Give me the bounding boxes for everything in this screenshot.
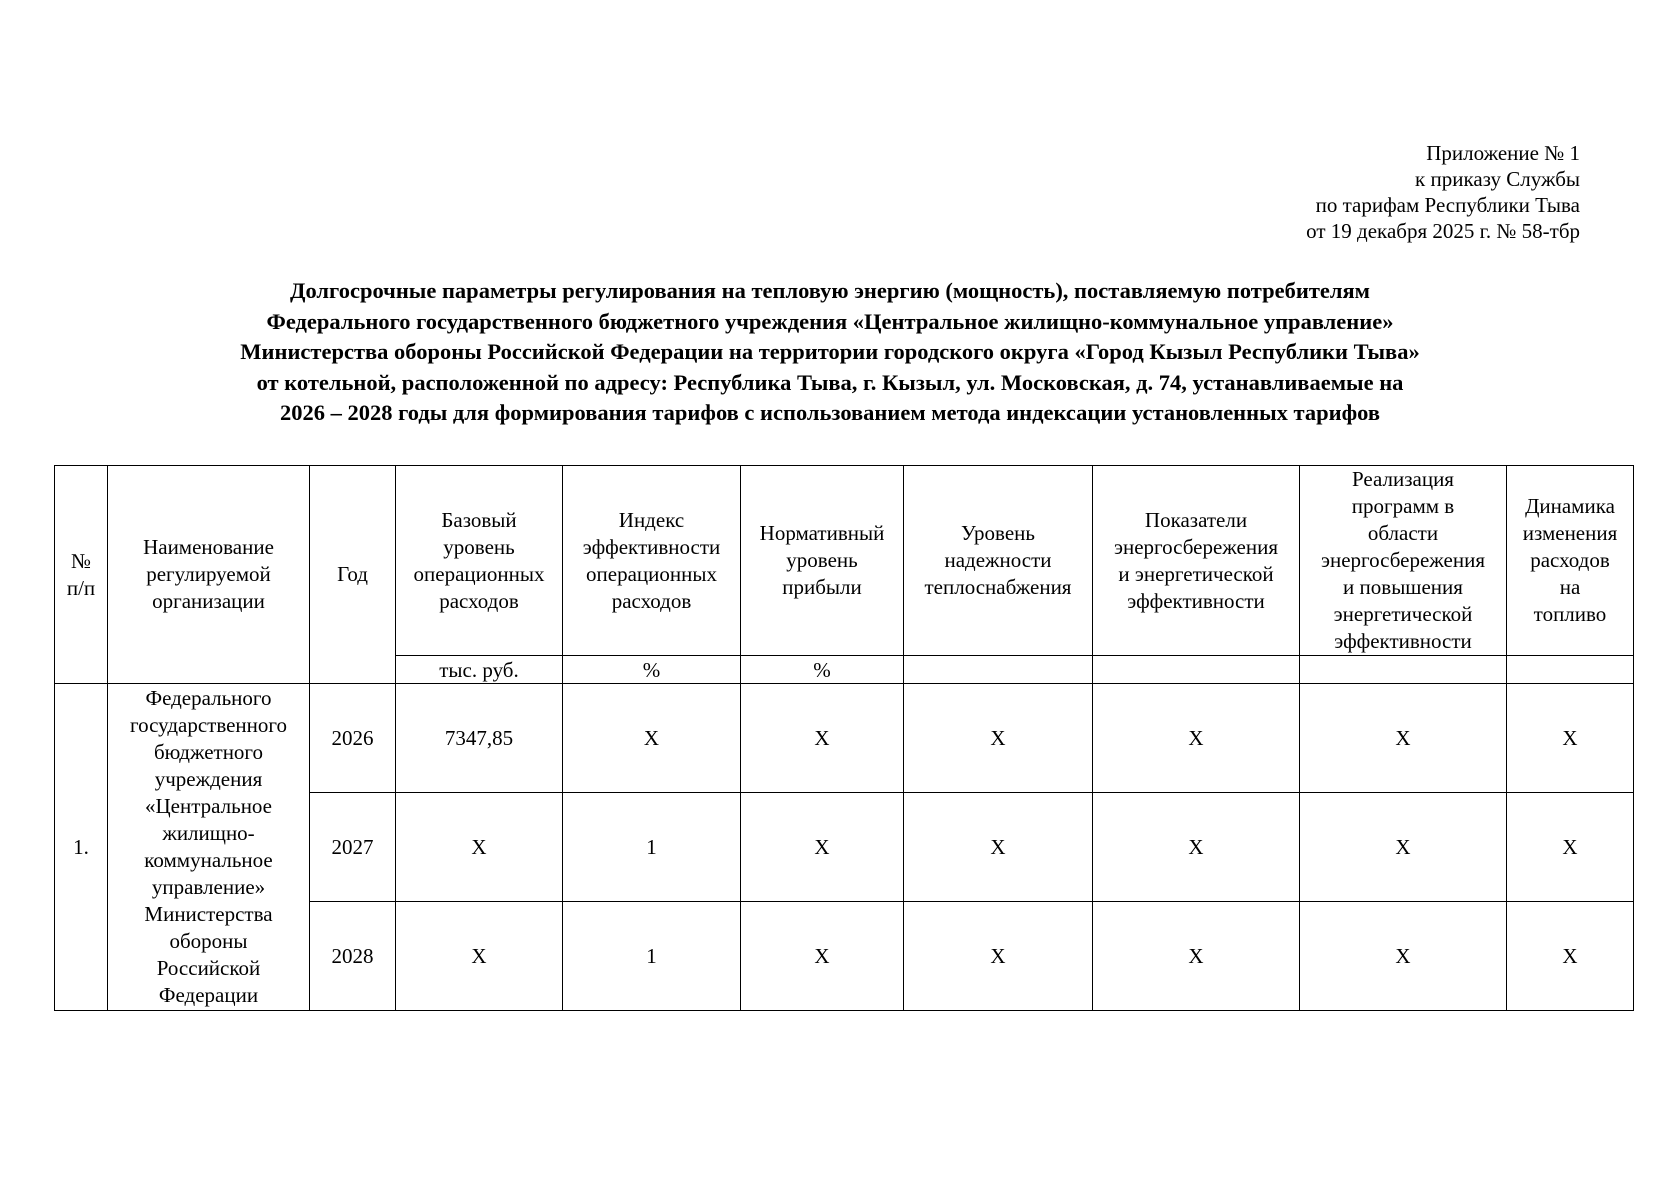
annex-line: от 19 декабря 2025 г. № 58-тбр bbox=[1306, 219, 1580, 243]
header-row bbox=[55, 466, 1634, 656]
annex-line: Приложение № 1 bbox=[1426, 141, 1580, 165]
cell-base: X bbox=[396, 902, 563, 1011]
unit-index: % bbox=[563, 656, 741, 684]
cell-reliability: X bbox=[904, 684, 1093, 793]
cell-profit: X bbox=[741, 902, 904, 1011]
annex-line: к приказу Службы bbox=[1415, 167, 1580, 191]
cell-energy: X bbox=[1093, 793, 1300, 902]
unit-reliability bbox=[904, 656, 1093, 684]
cell-reliability: X bbox=[904, 793, 1093, 902]
cell-energy: X bbox=[1093, 684, 1300, 793]
header-index: Индекс эффективности операционных расходов bbox=[563, 466, 741, 656]
header-reliability: Уровень надежности теплоснабжения bbox=[904, 466, 1093, 656]
cell-programs: X bbox=[1300, 902, 1507, 1011]
title-line: Долгосрочные параметры регулирования на тепловую энергию (мощность), поставляемую потребителям bbox=[290, 278, 1370, 303]
cell-index: 1 bbox=[563, 902, 741, 1011]
title-line: Министерства обороны Российской Федерации на территории городского округа «Город Кызыл Республики Тыва» bbox=[240, 339, 1420, 364]
header-energy: Показатели энергосбережения и энергетической эффективности bbox=[1093, 466, 1300, 656]
cell-reliability: X bbox=[904, 902, 1093, 1011]
cell-fuel: X bbox=[1507, 902, 1634, 1011]
annex-line: по тарифам Республики Тыва bbox=[1315, 193, 1580, 217]
title-line: 2026 – 2028 годы для формирования тарифов с использованием метода индексации установленных тарифов bbox=[279, 400, 1381, 425]
annex-block bbox=[1306, 140, 1580, 244]
org-name: Федерального государственного бюджетного учреждения «Центральное жилищно- коммунальное управление» Министерства обороны Российской Федерации bbox=[108, 684, 310, 1011]
unit-base: тыс. руб. bbox=[396, 656, 563, 684]
cell-year: 2026 bbox=[310, 684, 396, 793]
cell-profit: X bbox=[741, 684, 904, 793]
cell-fuel: X bbox=[1507, 684, 1634, 793]
header-org: Наименование регулируемой организации bbox=[108, 466, 310, 684]
cell-year: 2027 bbox=[310, 793, 396, 902]
cell-index: X bbox=[563, 684, 741, 793]
cell-base: X bbox=[396, 793, 563, 902]
header-fuel: Динамика изменения расходов на топливо bbox=[1507, 466, 1634, 656]
title-line: от котельной, расположенной по адресу: Республика Тыва, г. Кызыл, ул. Московская, д. 74, устанавливаемые на bbox=[256, 369, 1404, 395]
title-line: Федерального государственного бюджетного учреждения «Центральное жилищно-коммунальное управление» bbox=[266, 308, 1394, 334]
unit-profit: % bbox=[741, 656, 904, 684]
parameters-table bbox=[54, 465, 1634, 1011]
row-number: 1. bbox=[55, 684, 108, 1011]
header-programs: Реализация программ в области энергосбережения и повышения энергетической эффективности bbox=[1300, 466, 1507, 656]
unit-energy bbox=[1093, 656, 1300, 684]
unit-fuel bbox=[1507, 656, 1634, 684]
header-year: Год bbox=[310, 466, 396, 684]
cell-energy: X bbox=[1093, 902, 1300, 1011]
document-title bbox=[60, 276, 1600, 429]
table-row bbox=[55, 684, 1634, 793]
cell-base: 7347,85 bbox=[396, 684, 563, 793]
cell-programs: X bbox=[1300, 793, 1507, 902]
header-num: № п/п bbox=[55, 466, 108, 684]
header-base: Базовый уровень операционных расходов bbox=[396, 466, 563, 656]
cell-year: 2028 bbox=[310, 902, 396, 1011]
cell-index: 1 bbox=[563, 793, 741, 902]
cell-fuel: X bbox=[1507, 793, 1634, 902]
header-profit: Нормативный уровень прибыли bbox=[741, 466, 904, 656]
unit-programs bbox=[1300, 656, 1507, 684]
cell-profit: X bbox=[741, 793, 904, 902]
cell-programs: X bbox=[1300, 684, 1507, 793]
